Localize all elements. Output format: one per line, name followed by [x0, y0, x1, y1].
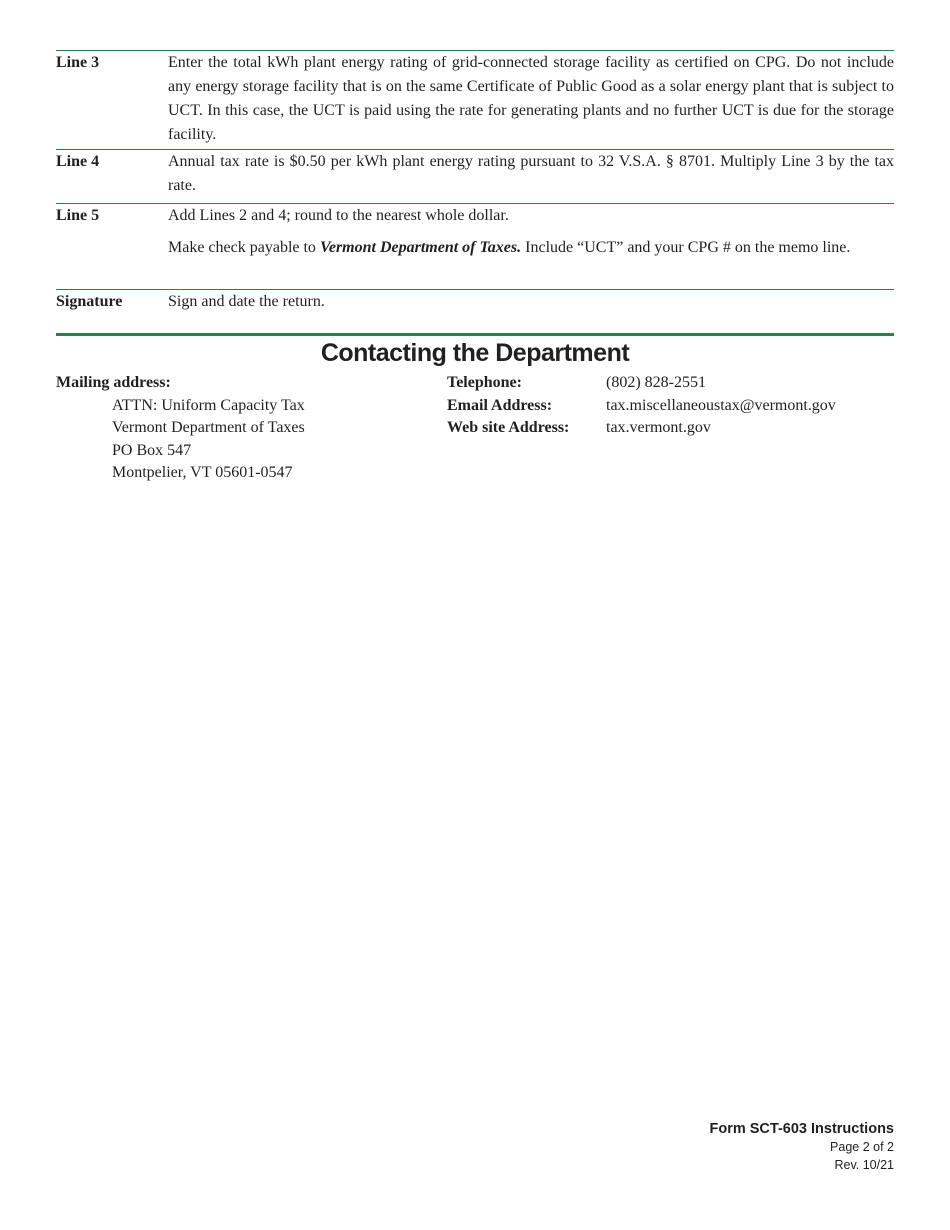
- page-number: Page 2 of 2: [830, 1140, 894, 1154]
- line-label: Line 3: [56, 54, 100, 71]
- line-label: Line 4: [56, 153, 100, 170]
- revision: Rev. 10/21: [834, 1158, 894, 1172]
- instruction-line-3: [56, 50, 894, 147]
- line-text: Annual tax rate is $0.50 per kWh plant energy rating pursuant to 32 V.S.A. § 8701. Multiply Line 3 by the tax rate.: [168, 153, 894, 194]
- address-line: PO Box 547: [112, 441, 192, 459]
- line-text: Enter the total kWh plant energy rating of grid-connected storage facility as certified on CPG. Do not include any energy storage facility that is on the same Certificate of Public Good as a solar energy plant that is subject to UCT. In this case, the UCT is paid using the rate for generating plants and no further UCT is due for the storage facility.: [168, 54, 894, 143]
- line-label: Signature: [56, 293, 123, 310]
- contact-heading: Contacting the Department: [320, 339, 630, 367]
- contact-labels: [447, 372, 569, 440]
- address-line: Montpelier, VT 05601-0547: [112, 464, 293, 481]
- instruction-signature: [56, 289, 894, 314]
- line-text: Add Lines 2 and 4; round to the nearest whole dollar.: [168, 207, 509, 224]
- web-label: Web site Address:: [447, 419, 570, 436]
- telephone-label: Telephone:: [447, 374, 522, 391]
- address-line: Vermont Department of Taxes: [112, 419, 305, 436]
- mailing-address: [56, 372, 305, 485]
- check-payee: Vermont Department of Taxes.: [319, 239, 522, 256]
- address-line: ATTN: Uniform Capacity Tax: [112, 396, 305, 414]
- telephone-value: (802) 828-2551: [606, 374, 706, 391]
- line-label: Line 5: [56, 207, 100, 224]
- contact-values: [606, 372, 836, 440]
- check-before: Make check payable to: [168, 239, 320, 256]
- instruction-line-4: [56, 149, 894, 198]
- form-title: Form SCT-603 Instructions: [709, 1121, 894, 1137]
- website-link[interactable]: tax.vermont.gov: [606, 419, 711, 436]
- check-payable-text: [168, 236, 894, 260]
- check-after: Include “UCT” and your CPG # on the memo line.: [521, 239, 851, 256]
- page-footer: [709, 1120, 894, 1174]
- line-text: Sign and date the return.: [168, 293, 325, 310]
- mailing-label: Mailing address:: [56, 374, 171, 391]
- email-link[interactable]: tax.miscellaneoustax@vermont.gov: [606, 396, 836, 414]
- email-label: Email Address:: [447, 396, 553, 414]
- instruction-line-5: [56, 203, 894, 260]
